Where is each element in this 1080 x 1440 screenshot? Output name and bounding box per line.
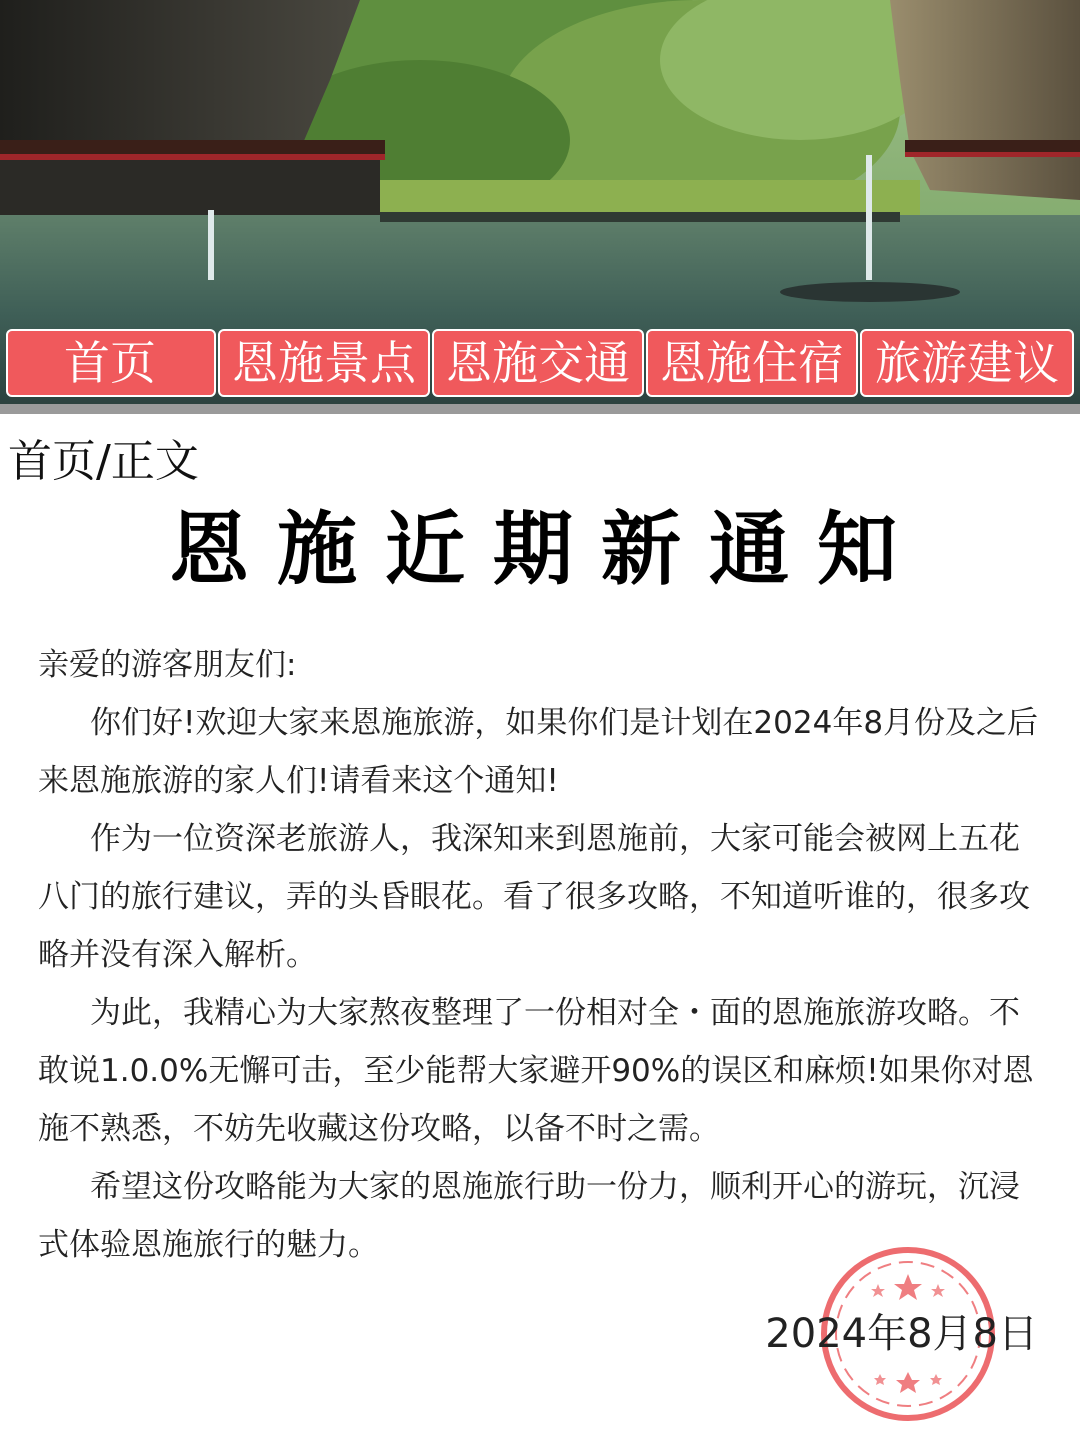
greeting: 亲爱的游客朋友们: <box>38 647 297 683</box>
nav-tab-attractions[interactable]: 恩施景点 <box>218 329 430 397</box>
paragraph: 希望这份攻略能为大家的恩施旅行助一份力，顺利开心的游玩，沉浸式体验恩施旅行的魅力。 <box>38 1169 1020 1263</box>
nav-tab-travel-tips[interactable]: 旅游建议 <box>860 329 1074 397</box>
nav-tab-transport[interactable]: 恩施交通 <box>432 329 644 397</box>
breadcrumb: 首页/正文 <box>8 436 199 487</box>
page-title: 恩施近期新通知 <box>169 503 925 596</box>
paragraph: 为此，我精心为大家熬夜整理了一份相对全・面的恩施旅游攻略。不敢说1.0.0%无懈可击，至少能帮大家避开90%的误区和麻烦!如果你对恩施不熟悉，不妨先收藏这份攻略，以备不时之需。 <box>38 995 1034 1147</box>
top-nav <box>0 326 1080 400</box>
paragraph: 你们好!欢迎大家来恩施旅游，如果你们是计划在2024年8月份及之后来恩施旅游的家人们!请看来这个通知! <box>38 705 1039 799</box>
article-body <box>38 636 1042 1274</box>
notice-date: 2024年8月8日 <box>765 1311 1038 1357</box>
nav-tab-accommodation[interactable]: 恩施住宿 <box>646 329 858 397</box>
header-divider <box>0 404 1080 414</box>
nav-tab-home[interactable]: 首页 <box>6 329 216 397</box>
paragraph: 作为一位资深老旅游人，我深知来到恩施前，大家可能会被网上五花八门的旅行建议，弄的头昏眼花。看了很多攻略，不知道听谁的，很多攻略并没有深入解析。 <box>38 821 1030 973</box>
